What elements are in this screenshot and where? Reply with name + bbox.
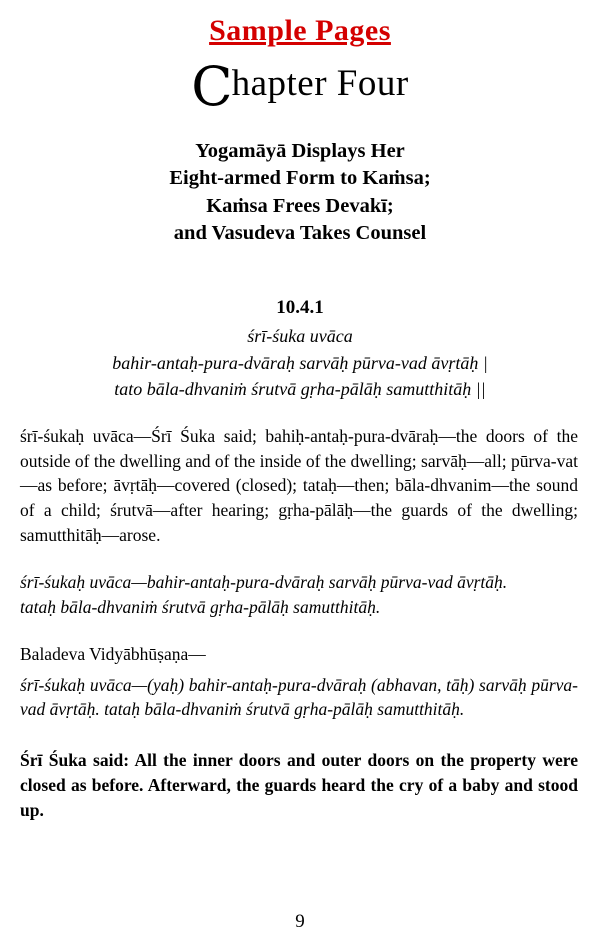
chapter-title-line-4: and Vasudeva Takes Counsel — [173, 222, 427, 244]
commentary-text: śrī-śukaḥ uvāca—(yaḥ) bahir-antaḥ-pura-dvāraḥ (abhavan, tāḥ) sarvāḥ pūrva-vad āvṛtāḥ. tataḥ bāla-dhvaniṁ śrutvā gṛha-pālāḥ samutthitāḥ. — [20, 674, 578, 720]
verse-attribution: śrī-śuka uvāca — [247, 326, 353, 347]
verse-anvaya-line-2: tataḥ bāla-dhvaniṁ śrutvā gṛha-pālāḥ samutthitāḥ. — [20, 596, 381, 617]
translation-text: Śrī Śuka said: All the inner doors and outer doors on the property were closed as before. Afterward, the guards heard the cry of a baby and stood up. — [20, 750, 578, 820]
verse-line-2: tato bāla-dhvaniṁ śrutvā gṛha-pālāḥ samutthitāḥ || — [114, 378, 486, 399]
chapter-heading — [14, 55, 586, 118]
chapter-title-line-3: Kaṁsa Frees Devakī; — [206, 194, 394, 217]
verse-anvaya-line-1: śrī-śukaḥ uvāca—bahir-antaḥ-pura-dvāraḥ sarvāḥ pūrva-vad āvṛtāḥ. — [20, 571, 508, 592]
verse-line-1: bahir-antaḥ-pura-dvāraḥ sarvāḥ pūrva-vad āvṛtāḥ | — [112, 352, 488, 373]
chapter-heading-text: hapter Four — [231, 63, 409, 104]
sample-pages-heading: Sample Pages — [209, 14, 391, 47]
chapter-title-line-2: Eight-armed Form to Kaṁsa; — [169, 167, 431, 190]
commentary-author: Baladeva Vidyābhūṣaṇa— — [20, 643, 206, 664]
page-number: 9 — [295, 911, 305, 932]
document-page — [0, 14, 600, 949]
chapter-title-line-1: Yogamāyā Displays Her — [195, 139, 405, 162]
chapter-title-block — [14, 138, 586, 248]
word-for-word-synonyms: śrī-śukaḥ uvāca—Śrī Śuka said; bahiḥ-antaḥ-pura-dvāraḥ—the doors of the outside of the dwelling and of the inside of the dwelling; sarvāḥ—all; pūrva-vat—as before; āvṛtāḥ—covered (closed); tataḥ—then; bāla-dhvanim—the sound of a child; śrutvā—after hearing; gṛha-pālāḥ—the guards of the dwelling; samutthitāḥ—arose. — [20, 425, 578, 546]
verse-anvaya-block — [14, 570, 586, 620]
chapter-drop-cap: C — [191, 55, 232, 118]
verse-number: 10.4.1 — [276, 297, 324, 319]
